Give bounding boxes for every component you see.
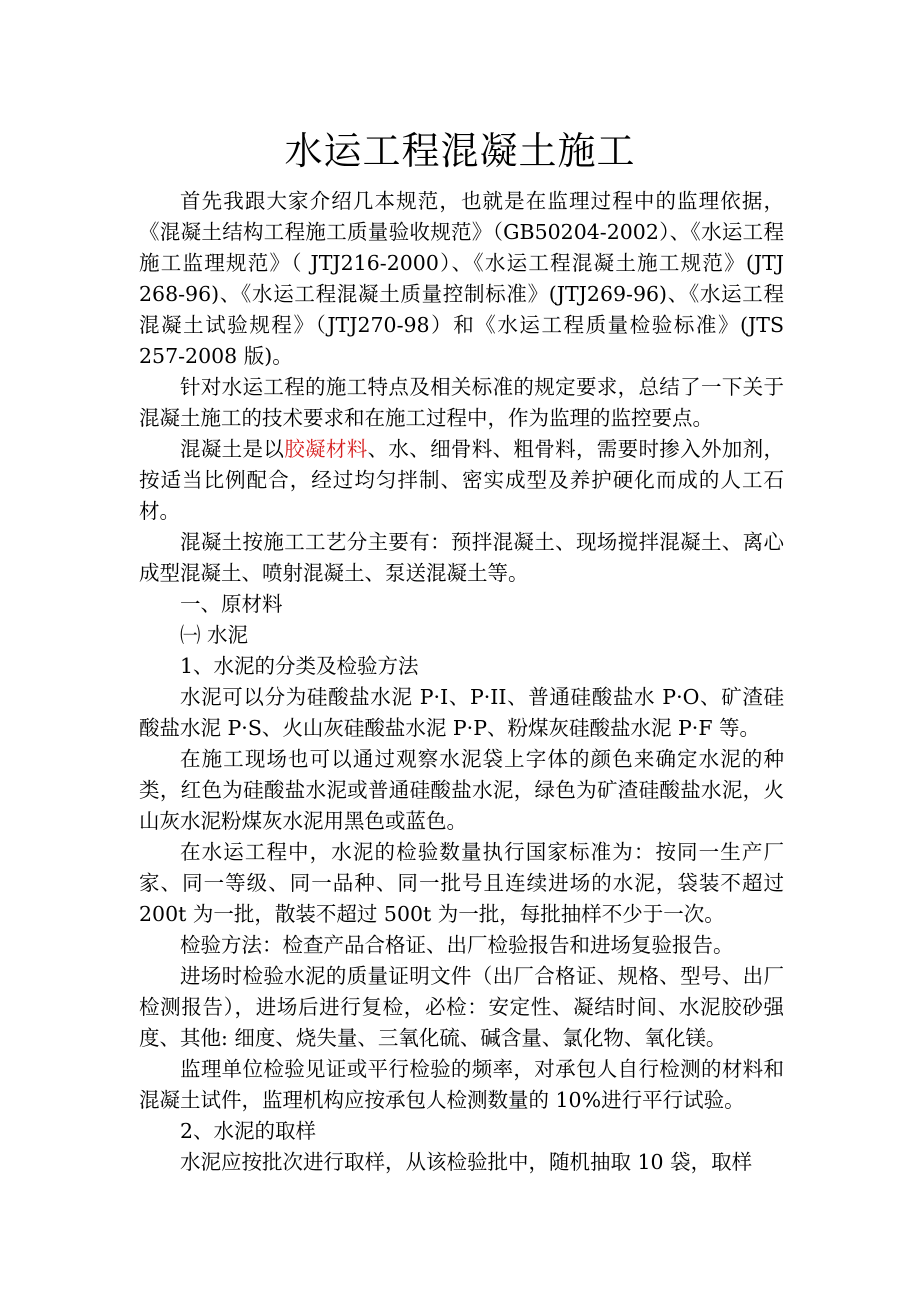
paragraph-summary: 针对水运工程的施工特点及相关标准的规定要求，总结了一下关于混凝土施工的技术要求和在施工过程中，作为监理的监控要点。 [139, 375, 784, 430]
paragraph-standards: 首先我跟大家介绍几本规范，也就是在监理过程中的监理依据，《混凝土结构工程施工质量验收规范》（GB50204-2002）、《水运工程施工监理规范》（ JTJ216-2000）、《水运工程混凝土施工规范》(JTJ 268-96)、《水运工程混凝土质量控制标准》(JTJ269-96)、《水运工程混凝土试验规程》（JTJ270-98）和《水运工程质量检验标准》(JTS 257-2008 版)。 [139, 189, 784, 368]
document-title: 水运工程混凝土施工 [284, 129, 636, 173]
heading-cement-classification: 1、水泥的分类及检验方法 [180, 654, 419, 678]
paragraph-bag-color: 在施工现场也可以通过观察水泥袋上字体的颜色来确定水泥的种类，红色为硅酸盐水泥或普通硅酸盐水泥，绿色为矿渣硅酸盐水泥，火山灰水泥粉煤灰水泥用黑色或蓝色。 [139, 747, 784, 833]
paragraph-sampling: 水泥应按批次进行取样，从该检验批中，随机抽取 10 袋，取样 [180, 1150, 753, 1174]
heading-raw-materials: 一、原材料 [180, 592, 283, 616]
paragraph-entry-inspection: 进场时检验水泥的质量证明文件（出厂合格证、规格、型号、出厂检测报告），进场后进行复检，必检：安定性、凝结时间、水泥胶砂强度、其他: 细度、烧失量、三氧化硫、碱含量、氯化物、氧化镁。 [139, 964, 784, 1050]
document-body [139, 186, 784, 1178]
paragraph-cement-types: 水泥可以分为硅酸盐水泥 P·I、P·II、普通硅酸盐水 P·O、矿渣硅酸盐水泥 P·S、火山灰硅酸盐水泥 P·P、粉煤灰硅酸盐水泥 P·F 等。 [139, 685, 784, 740]
paragraph-inspection-method: 检验方法：检查产品合格证、出厂检验报告和进场复验报告。 [180, 933, 734, 957]
heading-cement-sampling: 2、水泥的取样 [180, 1119, 317, 1143]
highlighted-term: 胶凝材料 [284, 437, 368, 461]
paragraph-concrete-definition [139, 434, 784, 527]
definition-text-after: 、水、细骨料、粗骨料，需要时掺入外加剂，按适当比例配合，经过均匀拌制、密实成型及养护硬化而成的人工石材。 [139, 437, 785, 523]
paragraph-construction-types: 混凝土按施工工艺分主要有：预拌混凝土、现场搅拌混凝土、离心成型混凝土、喷射混凝土、泵送混凝土等。 [139, 530, 784, 585]
paragraph-supervision-frequency: 监理单位检验见证或平行检验的频率，对承包人自行检测的材料和混凝土试件，监理机构应按承包人检测数量的 10%进行平行试验。 [139, 1057, 784, 1112]
paragraph-inspection-quantity: 在水运工程中，水泥的检验数量执行国家标准为：按同一生产厂家、同一等级、同一品种、同一批号且连续进场的水泥，袋装不超过 200t 为一批，散装不超过 500t 为一批，每批抽样不少于一次。 [139, 840, 784, 926]
definition-text-before: 混凝土是以 [180, 437, 285, 461]
heading-cement: ㈠ 水泥 [180, 623, 249, 647]
